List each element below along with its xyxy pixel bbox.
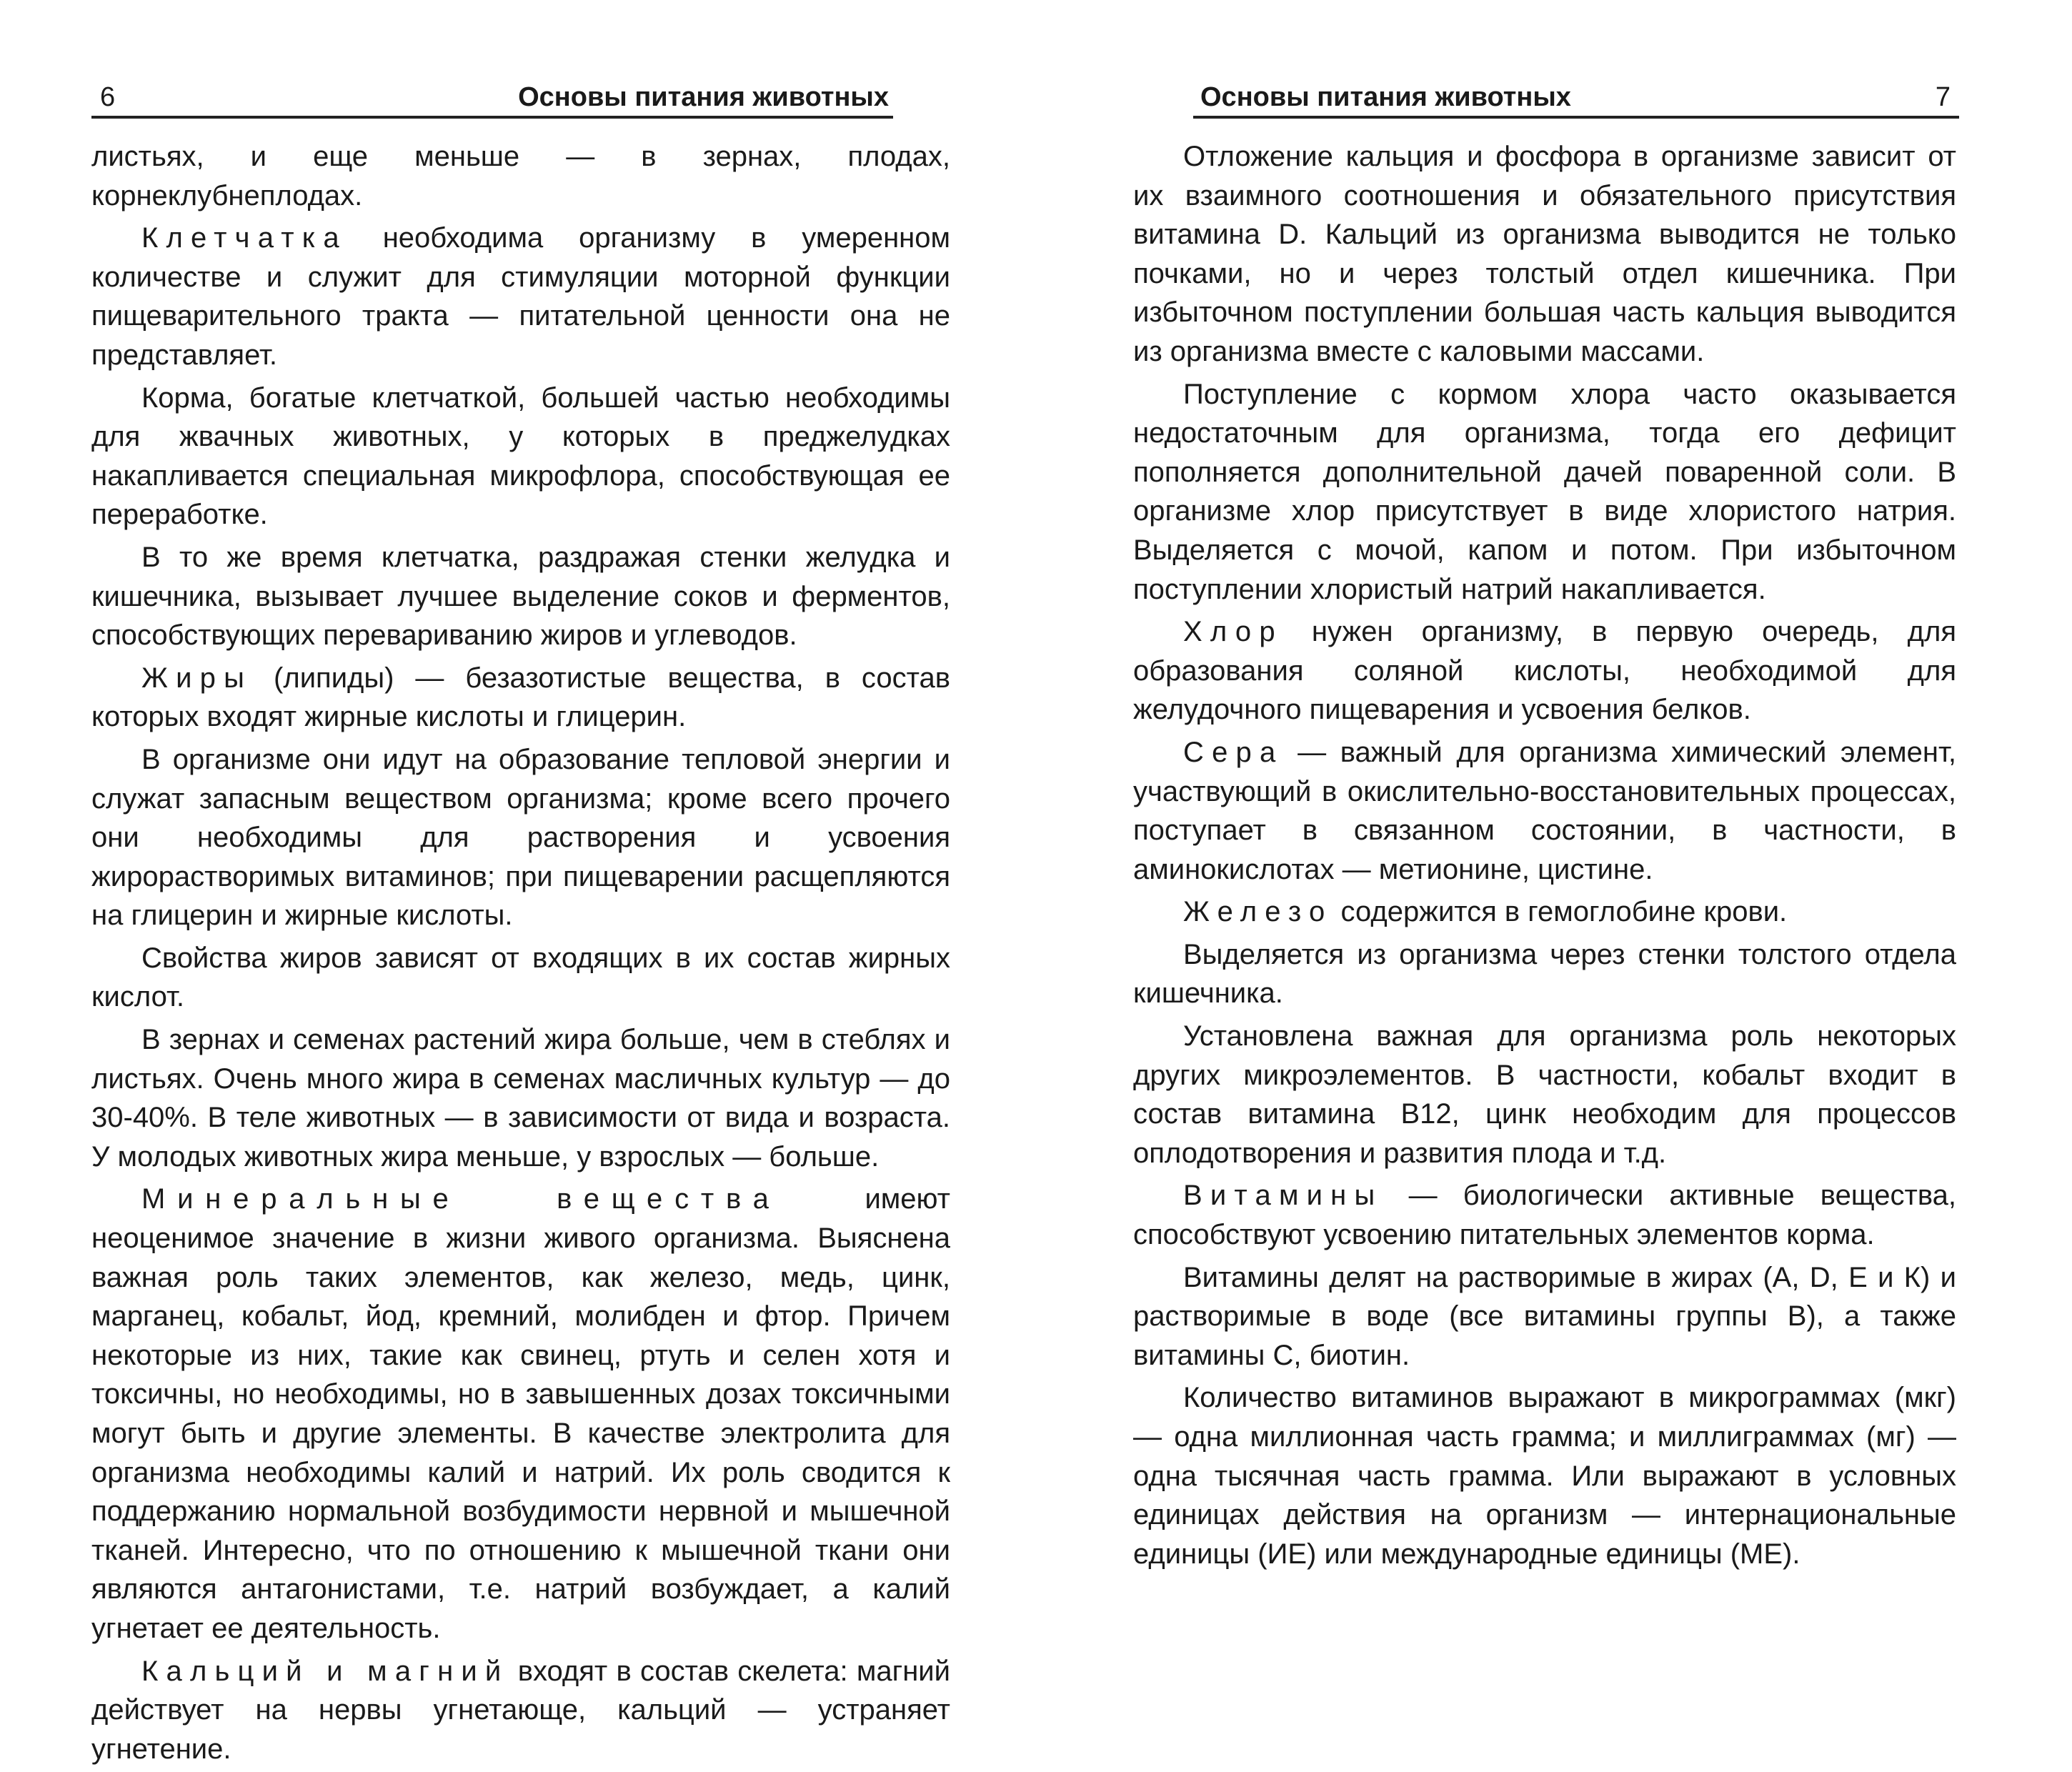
paragraph: Поступление с кормом хлора часто оказывается недостаточным для организма, тогда его дефицит пополняется дополнительной дачей поваренной соли. В организме хлор присутствует в виде хлористого натрия. Выделяется с мочой, капом и потом. При избыточном поступлении хлористый натрий накапливается. [1133,378,1956,605]
right-running-head [1193,79,1959,119]
paragraph: Свойства жиров зависят от входящих в их состав жирных кислот. [91,942,950,1013]
right-body-text [1133,137,1956,1577]
term: Хлор [1183,616,1283,648]
paragraph: листьях, и еще меньше — в зернах, плодах, корнеклубнеплодах. [91,141,950,211]
paragraph: В зернах и семенах растений жира больше, чем в стеблях и листьях. Очень много жира в семенах масличных культур — до 30-40%. В теле животных — в зависимости от вида и возраста. У молодых животных жира меньше, у взрослых — больше. [91,1024,950,1173]
term: Кальций и магний [141,1655,509,1687]
paragraph: Хлор нужен организму, в первую очередь, для образования соляной кислоты, необходимой для желудочного пищеварения и усвоения белков. [1133,616,1956,726]
term: Жиры [141,662,253,694]
paragraph: В организме они идут на образование тепловой энергии и служат запасным веществом организма; кроме всего прочего они необходимы для растворения и усвоения жирорастворимых витаминов; при пищеварении расщепляются на глицерин и жирные кислоты. [91,743,950,932]
left-running-head-title: Основы питания животных [518,82,889,112]
term: Клетчатка [141,222,347,254]
paragraph: Установлена важная для организма роль некоторых других микроэлементов. В частности, кобальт входит в состав витамина В12, цинк необходим для процессов оплодотворения и развития плода и т.д. [1133,1020,1956,1169]
left-page-number: 6 [100,82,116,112]
paragraph: Витамины делят на растворимые в жирах (А, D, Е и К) и растворимые в воде (все витамины группы В), а также витамины С, биотин. [1133,1261,1956,1371]
right-page-number: 7 [1935,82,1951,112]
term: Железо [1183,896,1333,928]
paragraph: Сера — важный для организма химический элемент, участвующий в окислительно-восстановительных процессах, поступает в связанном состоянии, в частности, в аминокислотах — метионине, цистине. [1133,736,1956,885]
paragraph: Витамины — биологически активные вещества, способствуют усвоению питательных элементов корма. [1133,1180,1956,1251]
paragraph: Корма, богатые клетчаткой, большей частью необходимы для жвачных животных, у которых в преджелудках накапливается специальная микрофлора, способствующая ее переработке. [91,382,950,531]
term: Минеральные вещества [141,1183,781,1215]
left-body-text [91,137,950,1772]
paragraph: В то же время клетчатка, раздражая стенки желудка и кишечника, вызывает лучшее выделение соков и ферментов, способствующих перевариванию жиров и углеводов. [91,541,950,652]
paragraph: Жиры (липиды) — безазотистые вещества, в состав которых входят жирные кислоты и глицерин. [91,662,950,733]
paragraph: Минеральные вещества имеют неоценимое значение в жизни живого организма. Выяснена важная роль таких элементов, как железо, медь, цинк, марганец, кобальт, йод, кремний, молибден и фтор. Причем некоторые из них, такие как свинец, ртуть и селен хотя и токсичны, но необходимы, но в завышенных дозах токсичными могут быть и другие элементы. В качестве электролита для организма необходимы калий и натрий. Их роль сводится к поддержанию нормальной возбудимости нервной и мышечной тканей. Интересно, что по отношению к мышечной ткани они являются антагонистами, т.е. натрий возбуждает, а калий угнетает ее деятельность. [91,1183,950,1644]
paragraph: Кальций и магний входят в состав скелета: магний действует на нервы угнетающе, кальций — устраняет угнетение. [91,1655,950,1765]
term: Витамины [1183,1180,1383,1212]
paragraph: Клетчатка необходима организму в умеренном количестве и служит для стимуляции моторной функции пищеварительного тракта — питательной ценности она не представляет. [91,222,950,371]
paragraph: Выделяется из организма через стенки толстого отдела кишечника. [1133,938,1956,1010]
paragraph: Отложение кальция и фосфора в организме зависит от их взаимного соотношения и обязательного присутствия витамина D. Кальций из организма выводится не только почками, но и через толстый отдел кишечника. При избыточном поступлении большая часть кальция выводится из организма вместе с каловыми массами. [1133,141,1956,367]
right-running-head-title: Основы питания животных [1200,82,1571,112]
paragraph: Количество витаминов выражают в микрограммах (мкг) — одна миллионная часть грамма; и миллиграммах (мг) — одна тысячная часть грамма. Или выражают в условных единицах действия на организм — интернациональные единицы (ИЕ) или международные единицы (МЕ). [1133,1382,1956,1570]
paragraph: Железо содержится в гемоглобине крови. [1183,896,1788,928]
left-running-head [91,79,893,119]
term: Сера [1183,736,1284,768]
